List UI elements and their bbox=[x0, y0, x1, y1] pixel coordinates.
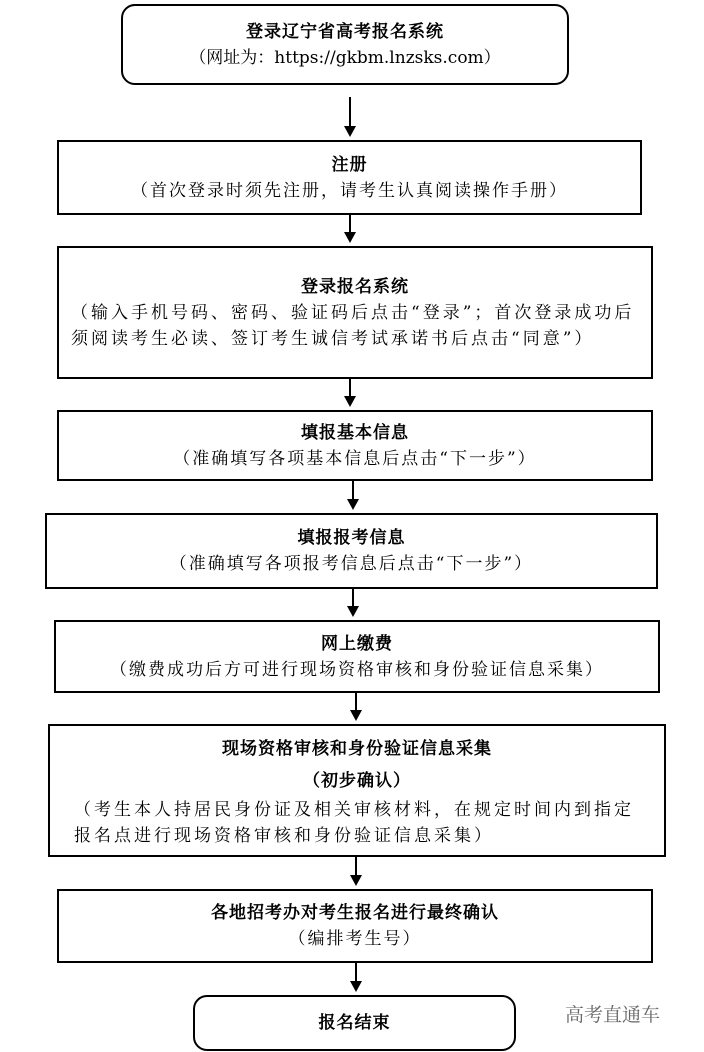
step-title: 填报报考信息 bbox=[297, 528, 406, 548]
step-title: 现场资格审核和身份验证信息采集 bbox=[222, 738, 492, 759]
step-basic-info bbox=[57, 410, 653, 481]
arrow bbox=[352, 481, 354, 508]
step-title: 各地招考办对考生报名进行最终确认 bbox=[211, 903, 499, 923]
step-desc: （网址为：https://gkbm.lnzsks.com） bbox=[189, 47, 501, 68]
step-title: 注册 bbox=[331, 154, 368, 175]
arrow bbox=[349, 215, 351, 241]
step-login-system bbox=[57, 246, 653, 379]
step-title: 登录辽宁省高考报名系统 bbox=[246, 21, 444, 42]
step-desc: （考生本人持居民身份证及相关审核材料，在规定时间内到指定报名点进行现场资格审核和身份验证信息采集） bbox=[74, 799, 634, 846]
arrow bbox=[349, 379, 351, 405]
step-onsite-review bbox=[48, 724, 666, 857]
step-final-confirm bbox=[57, 889, 653, 963]
step-register bbox=[57, 140, 642, 215]
step-title: 填报基本信息 bbox=[301, 422, 409, 443]
watermark: 高考直通车 bbox=[565, 1004, 661, 1026]
arrow bbox=[355, 693, 357, 719]
step-desc: （准确填写各项基本信息后点击“下一步”） bbox=[173, 448, 537, 469]
step-desc: （准确填写各项报考信息后点击“下一步”） bbox=[169, 554, 534, 574]
step-title: 登录报名系统 bbox=[301, 276, 409, 297]
step-title: 报名结束 bbox=[318, 1013, 391, 1033]
step-login-site bbox=[121, 4, 569, 85]
arrow bbox=[355, 963, 357, 990]
step-payment bbox=[54, 620, 660, 693]
step-title: 网上缴费 bbox=[321, 633, 393, 654]
arrow bbox=[355, 857, 357, 884]
step-desc: （输入手机号码、密码、验证码后点击“登录”；首次登录成功后须阅读考生必读、签订考生诚信考试承诺书后点击“同意”） bbox=[71, 302, 635, 349]
step-subtitle: （初步确认） bbox=[303, 770, 411, 791]
step-exam-info bbox=[45, 513, 658, 589]
step-end bbox=[193, 995, 516, 1051]
arrow bbox=[352, 589, 354, 615]
arrow bbox=[349, 97, 351, 135]
step-desc: （缴费成功后方可进行现场资格审核和身份验证信息采集） bbox=[110, 659, 604, 680]
step-desc: （编排考生号） bbox=[288, 929, 422, 949]
step-desc: （首次登录时须先注册，请考生认真阅读操作手册） bbox=[131, 180, 568, 201]
